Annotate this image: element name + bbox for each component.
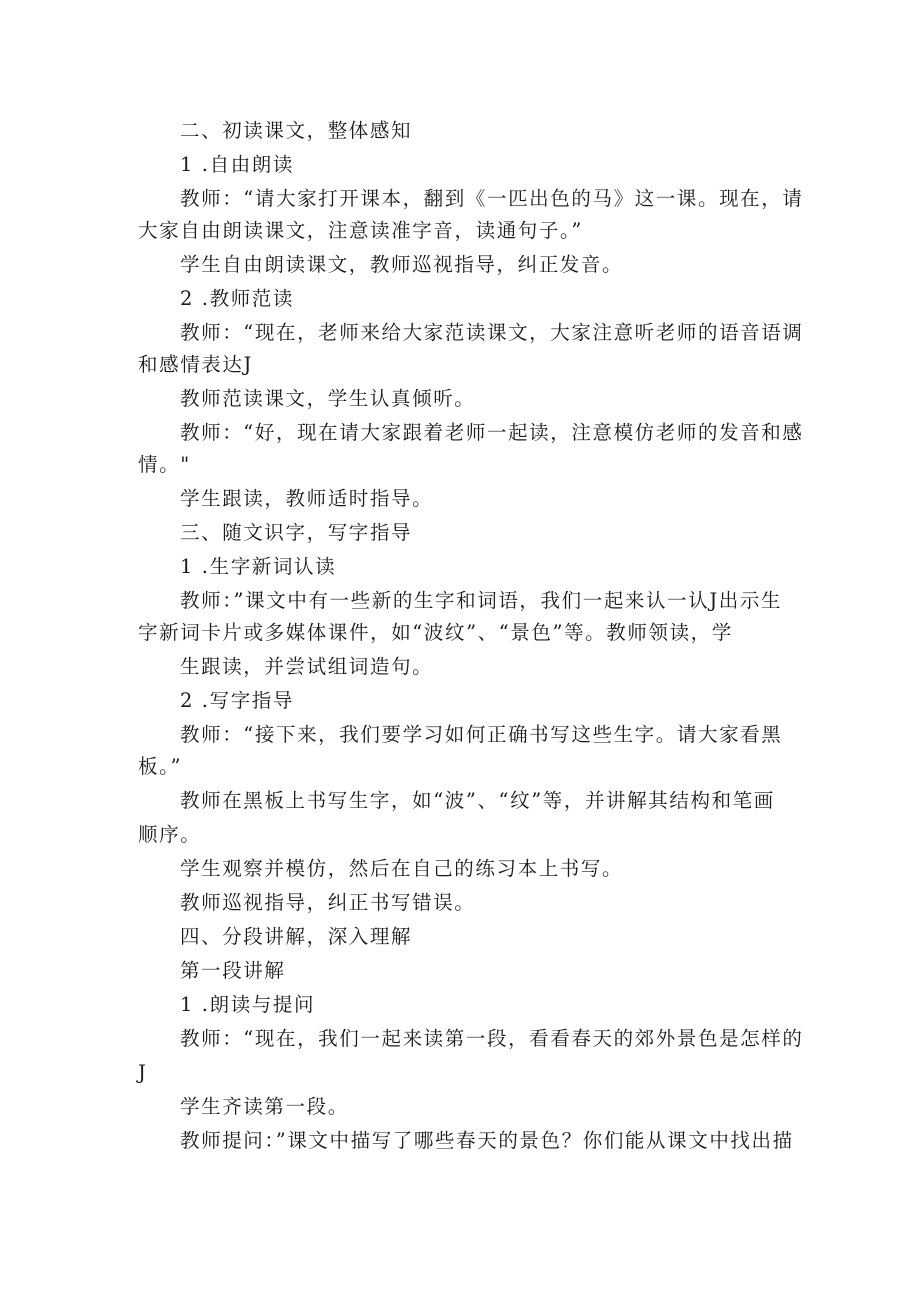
paragraph-line: 教师：“接下来，我们要学习如何正确书写这些生字。请大家看黑: [180, 723, 783, 746]
paragraph-line: J: [138, 1061, 148, 1084]
paragraph-line: 教师：“现在，老师来给大家范读课文，大家注意听老师的语音语调: [180, 321, 804, 344]
paragraph-line: 教师在黑板上书写生字，如“波”、“纹”等，并讲解其结构和笔画: [180, 789, 775, 812]
subheading-new-words: 1 .生字新词认读: [180, 555, 337, 578]
paragraph-line: 字新词卡片或多媒体课件，如“波纹”、“景色”等。教师领读，学: [138, 621, 733, 644]
paragraph-line: 生跟读，并尝试组词造句。: [180, 655, 434, 678]
paragraph-line: 大家自由朗读课文，注意读准字音，读通句子。”: [138, 219, 583, 242]
section-heading-4: 四、分段讲解，深入理解: [180, 925, 413, 948]
paragraph-line: 和感情表达J: [138, 353, 253, 376]
paragraph-line: 学生跟读，教师适时指导。: [180, 487, 434, 510]
paragraph-line: 学生齐读第一段。: [180, 1095, 349, 1118]
subheading-first-paragraph: 第一段讲解: [180, 959, 286, 982]
subheading-reading-questions: 1 .朗读与提问: [180, 993, 316, 1016]
paragraph-line: 教师：“好，现在请大家跟着老师一起读，注意模仿老师的发音和感: [180, 421, 804, 444]
paragraph-line: 板。”: [138, 755, 183, 778]
section-heading-2: 二、初读课文，整体感知: [180, 119, 413, 142]
subheading-writing-guidance: 2 .写字指导: [180, 689, 295, 712]
paragraph-line: 情。": [138, 453, 191, 476]
paragraph-line: 教师范读课文，学生认真倾听。: [180, 387, 476, 410]
paragraph-line: 教师：”课文中有一些新的生字和词语，我们一起来认一认J出示生: [180, 589, 783, 612]
paragraph-line: 学生自由朗读课文，教师巡视指导，纠正发音。: [180, 253, 624, 276]
paragraph-line: 顺序。: [138, 823, 202, 846]
paragraph-line: 教师巡视指导，纠正书写错误。: [180, 891, 476, 914]
subheading-free-reading: 1 .自由朗读: [180, 153, 295, 176]
paragraph-line: 教师：“现在，我们一起来读第一段，看看春天的郊外景色是怎样的: [180, 1027, 804, 1050]
subheading-teacher-model-reading: 2 .教师范读: [180, 287, 295, 310]
paragraph-line: 学生观察并模仿，然后在自己的练习本上书写。: [180, 857, 624, 880]
section-heading-3: 三、随文识字，写字指导: [180, 521, 413, 544]
paragraph-line: 教师提问：”课文中描写了哪些春天的景色？你们能从课文中找出描: [180, 1129, 794, 1152]
paragraph-line: 教师：“请大家打开课本，翻到《一匹出色的马》这一课。现在，请: [180, 187, 804, 210]
